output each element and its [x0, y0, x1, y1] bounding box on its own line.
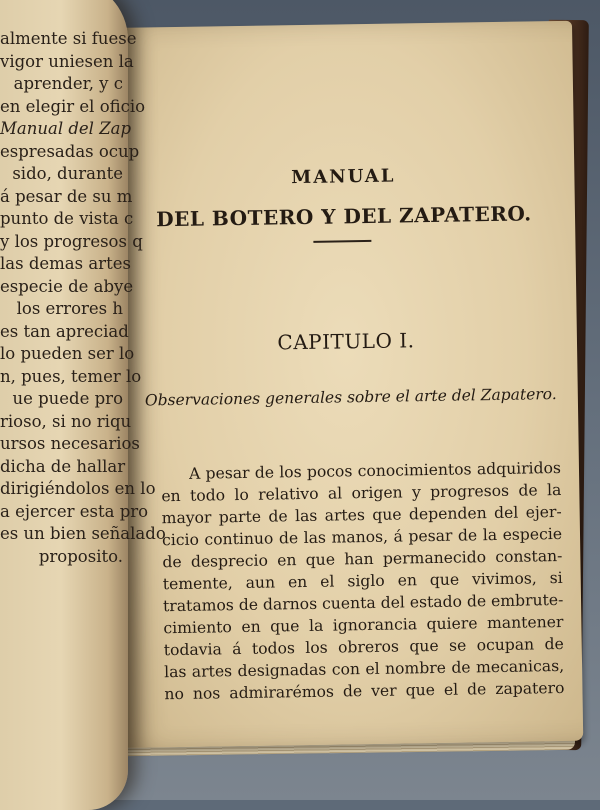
left-line: dicha de hallar — [0, 456, 126, 476]
left-line: es un bien señalado — [0, 524, 166, 543]
left-line: almente si fuese — [0, 29, 137, 48]
left-line: Manual del Zap — [0, 119, 132, 138]
left-line: vigor uniesen la — [0, 51, 134, 71]
left-line: proposito. — [38, 546, 123, 566]
title-rule — [313, 240, 371, 243]
left-line: a ejercer esta pro — [0, 501, 149, 521]
right-page-text — [110, 21, 583, 748]
body-line: cicio continuo de las manos, á pesar de la especie — [161, 524, 563, 550]
body-line: en todo lo relativo al origen y progresos de la — [161, 480, 562, 506]
left-line: á pesar de su m — [0, 186, 133, 206]
left-line: rioso, si no riqu — [0, 411, 132, 431]
left-line: especie de abye — [0, 276, 134, 296]
body-line: tratamos de darnos cuenta del estado de embrute- — [162, 590, 564, 616]
body-line: no nos admirarémos de ver que el de zapatero — [164, 678, 565, 704]
left-line: las demas artes — [0, 254, 131, 273]
left-line: lo pueden ser lo — [0, 344, 135, 363]
left-page-text — [0, 28, 166, 568]
left-line: sido, durante — [12, 164, 123, 183]
left-line: es tan apreciad — [0, 321, 129, 341]
left-page — [0, 0, 166, 810]
left-line: aprender, y c — [13, 74, 123, 93]
left-line: espresadas ocup — [0, 141, 140, 161]
body-line: las artes designadas con el nombre de mecanicas, — [163, 656, 565, 682]
left-line: y los progresos q — [0, 231, 143, 251]
body-line: cimiento en que la ignorancia quiere mantener — [163, 612, 564, 638]
body-line: de desprecio en que han permanecido constan- — [162, 546, 563, 572]
chapter-subtitle: Observaciones generales sobre el arte del Zapatero. — [144, 385, 557, 410]
left-line: en elegir el oficio — [0, 96, 146, 116]
left-line: ursos necesarios — [0, 434, 140, 453]
body-text — [161, 457, 565, 705]
body-line: todavia á todos los obreros que se ocupan de — [163, 634, 564, 660]
body-line: A pesar de los pocos conocimientos adquiridos — [188, 458, 562, 483]
left-line: ue puede pro — [12, 389, 123, 408]
book-title: MANUAL — [291, 165, 396, 189]
left-line: punto de vista c — [0, 209, 134, 228]
chapter-heading: CAPITULO I. — [277, 328, 415, 355]
book-subtitle: DEL BOTERO Y DEL ZAPATERO. — [156, 201, 532, 232]
left-line: los errores h — [16, 299, 123, 318]
body-line: temente, aun en el siglo en que vivimos, si — [162, 568, 563, 594]
left-line: dirigiéndolos en lo — [0, 479, 156, 498]
body-line: mayor parte de las artes que dependen del ejer- — [161, 502, 562, 528]
left-line: n, pues, temer lo — [0, 366, 142, 386]
